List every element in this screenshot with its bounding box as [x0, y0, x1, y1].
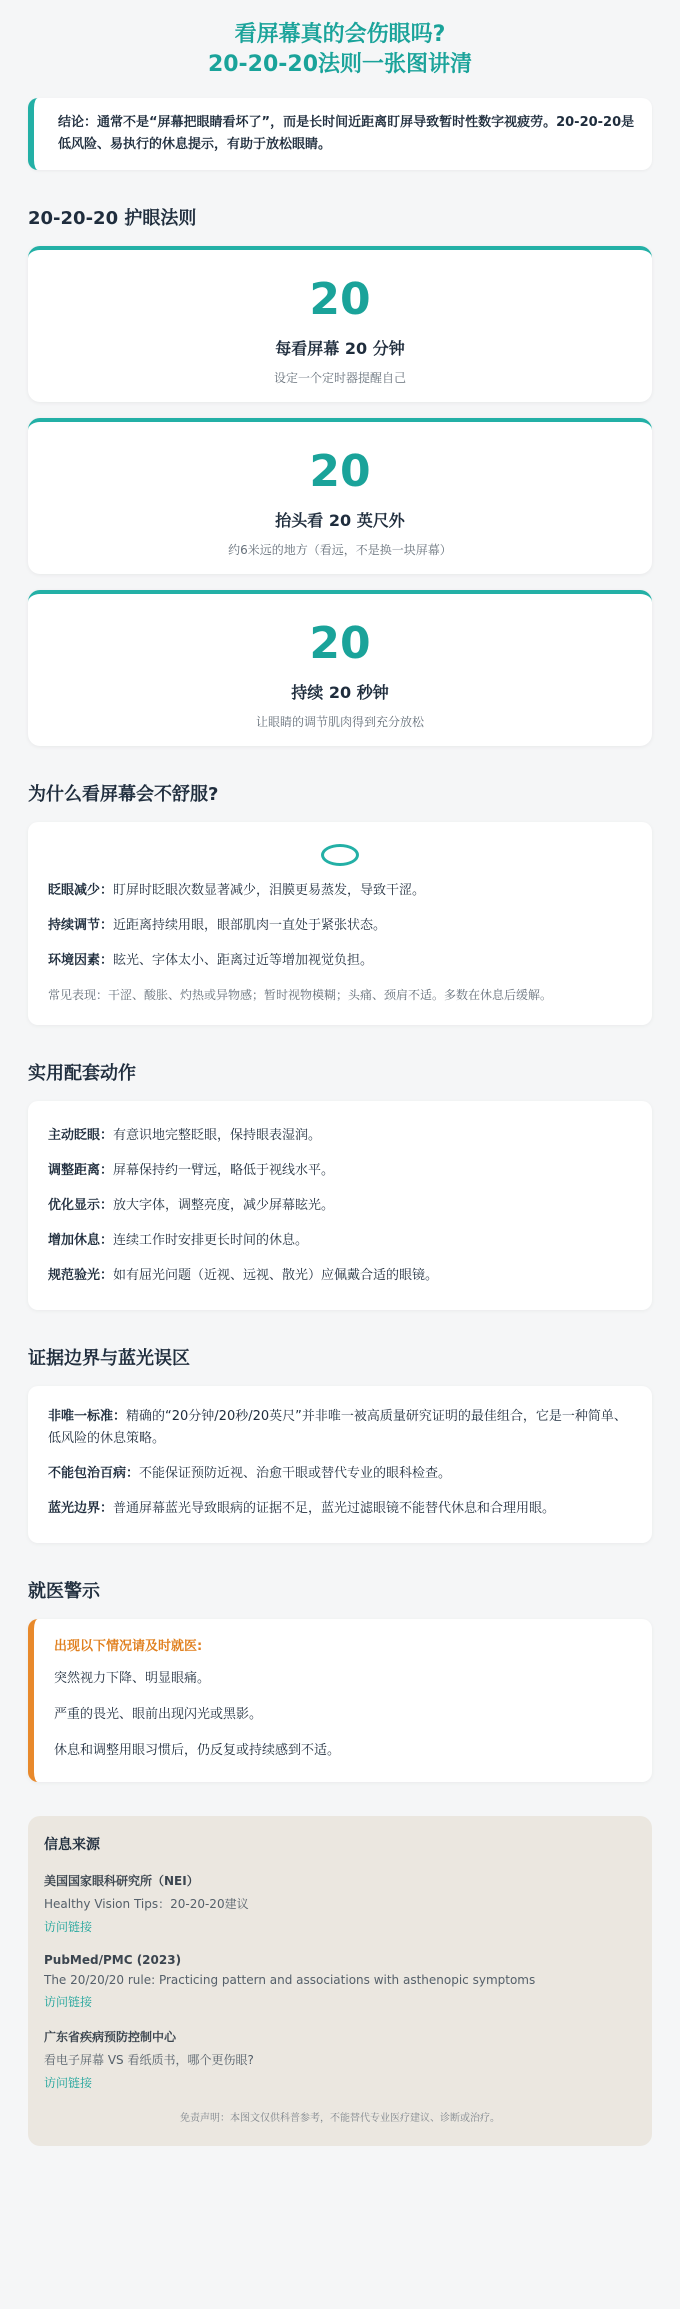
- item-key: 眨眼减少：: [48, 883, 114, 898]
- item-key: 持续调节：: [48, 918, 114, 933]
- item-key: 蓝光边界：: [48, 1501, 114, 1516]
- item-text: 连续工作时安排更长时间的休息。: [113, 1233, 309, 1248]
- evidence-card: [28, 1386, 652, 1543]
- warning-heading: 出现以下情况请及时就医:: [54, 1639, 203, 1654]
- symptom-note: 常见表现：干涩、酸胀、灼热或异物感；暂时视物模糊；头痛、颈肩不适。多数在休息后缓解。: [48, 988, 553, 1002]
- source-desc: 看电子屏幕 VS 看纸质书，哪个更伤眼?: [44, 2053, 254, 2067]
- rule-subtext: 约6米远的地方（看远，不是换一块屏幕）: [228, 543, 452, 557]
- action-item: [48, 1230, 632, 1252]
- rule-heading: 抬头看 20 英尺外: [275, 511, 405, 530]
- title-line-2: 20-20-20法则一张图讲清: [207, 52, 473, 77]
- item-text: 精确的“20分钟/20秒/20英尺”并非唯一被高质量研究证明的最佳组合，它是一种简单、低风险的休息策略。: [48, 1409, 627, 1446]
- item-key: 不能包治百病：: [48, 1466, 140, 1481]
- evidence-item: [48, 1463, 632, 1485]
- item-key: 调整距离：: [48, 1163, 114, 1178]
- source-org: PubMed/PMC (2023): [44, 1953, 182, 1967]
- warning-item: 突然视力下降、明显眼痛。: [54, 1671, 211, 1686]
- source-org: 广东省疾病预防控制中心: [44, 2030, 177, 2044]
- evidence-item: [48, 1406, 632, 1450]
- source-link[interactable]: 访问链接: [44, 2076, 93, 2090]
- sources-box: [28, 1816, 652, 2146]
- item-text: 盯屏时眨眼次数显著减少，泪膜更易蒸发，导致干涩。: [113, 883, 426, 898]
- item-key: 规范验光：: [48, 1268, 114, 1283]
- title-line-1: 看屏幕真的会伤眼吗?: [234, 22, 446, 47]
- warning-card: [28, 1619, 652, 1782]
- action-item: [48, 1125, 632, 1147]
- rule-number: 20: [309, 618, 371, 669]
- item-text: 普通屏幕蓝光导致眼病的证据不足，蓝光过滤眼镜不能替代休息和合理用眼。: [113, 1501, 556, 1516]
- evidence-item: [48, 1498, 632, 1520]
- why-card: [28, 822, 652, 1025]
- actions-card: [28, 1101, 652, 1310]
- actions-section-title: 实用配套动作: [28, 1063, 136, 1084]
- item-text: 近距离持续用眼，眼部肌肉一直处于紧张状态。: [113, 918, 387, 933]
- rule-card-minutes: [28, 246, 652, 402]
- rule-heading: 每看屏幕 20 分钟: [275, 339, 405, 358]
- action-item: [48, 1265, 632, 1287]
- warning-section-title: 就医警示: [28, 1581, 100, 1602]
- action-item: [48, 1195, 632, 1217]
- source-desc: Healthy Vision Tips：20-20-20建议: [44, 1897, 249, 1911]
- source-item: [44, 2028, 636, 2091]
- source-desc: The 20/20/20 rule: Practicing pattern and associations with asthenopic symptoms: [44, 1973, 536, 1987]
- evidence-section-title: 证据边界与蓝光误区: [28, 1348, 190, 1369]
- item-text: 屏幕保持约一臂远，略低于视线水平。: [113, 1163, 335, 1178]
- item-key: 主动眨眼：: [48, 1128, 114, 1143]
- source-item: [44, 1872, 636, 1935]
- warning-item: 严重的畏光、眼前出现闪光或黑影。: [54, 1707, 263, 1722]
- why-section-title: 为什么看屏幕会不舒服?: [28, 784, 219, 805]
- rule-number: 20: [309, 274, 371, 325]
- source-link[interactable]: 访问链接: [44, 1920, 93, 1934]
- page-title: [28, 0, 652, 80]
- item-key: 非唯一标准：: [48, 1409, 127, 1424]
- rule-number: 20: [309, 446, 371, 497]
- disclaimer: 免责声明：本图文仅供科普参考，不能替代专业医疗建议、诊断或治疗。: [180, 2113, 500, 2124]
- rule-card-seconds: [28, 590, 652, 746]
- item-key: 优化显示：: [48, 1198, 114, 1213]
- item-text: 眩光、字体太小、距离过近等增加视觉负担。: [113, 953, 374, 968]
- source-item: [44, 1953, 636, 2010]
- item-text: 有意识地完整眨眼，保持眼表湿润。: [113, 1128, 322, 1143]
- rule-cards: [28, 246, 652, 746]
- why-item: [48, 915, 632, 937]
- rule-subtext: 设定一个定时器提醒自己: [273, 371, 406, 385]
- sources-title: 信息来源: [44, 1837, 100, 1853]
- why-item: [48, 880, 632, 902]
- action-item: [48, 1160, 632, 1182]
- item-key: 环境因素：: [48, 953, 114, 968]
- conclusion-box: 结论：通常不是“屏幕把眼睛看坏了”，而是长时间近距离盯屏导致暂时性数字视疲劳。20-20-20是低风险、易执行的休息提示，有助于放松眼睛。: [28, 98, 652, 170]
- item-text: 放大字体，调整亮度，减少屏幕眩光。: [113, 1198, 335, 1213]
- rule-section-title: 20-20-20 护眼法则: [28, 208, 197, 229]
- rule-subtext: 让眼睛的调节肌肉得到充分放松: [255, 715, 424, 729]
- item-text: 不能保证预防近视、治愈干眼或替代专业的眼科检查。: [139, 1466, 452, 1481]
- warning-item: 休息和调整用眼习惯后，仍反复或持续感到不适。: [54, 1743, 341, 1758]
- eye-icon: [321, 844, 359, 866]
- source-org: 美国国家眼科研究所（NEI）: [44, 1874, 199, 1888]
- source-link[interactable]: 访问链接: [44, 1995, 93, 2009]
- rule-card-feet: [28, 418, 652, 574]
- why-item: [48, 950, 632, 972]
- rule-heading: 持续 20 秒钟: [291, 683, 389, 702]
- item-text: 如有屈光问题（近视、远视、散光）应佩戴合适的眼镜。: [113, 1268, 439, 1283]
- item-key: 增加休息：: [48, 1233, 114, 1248]
